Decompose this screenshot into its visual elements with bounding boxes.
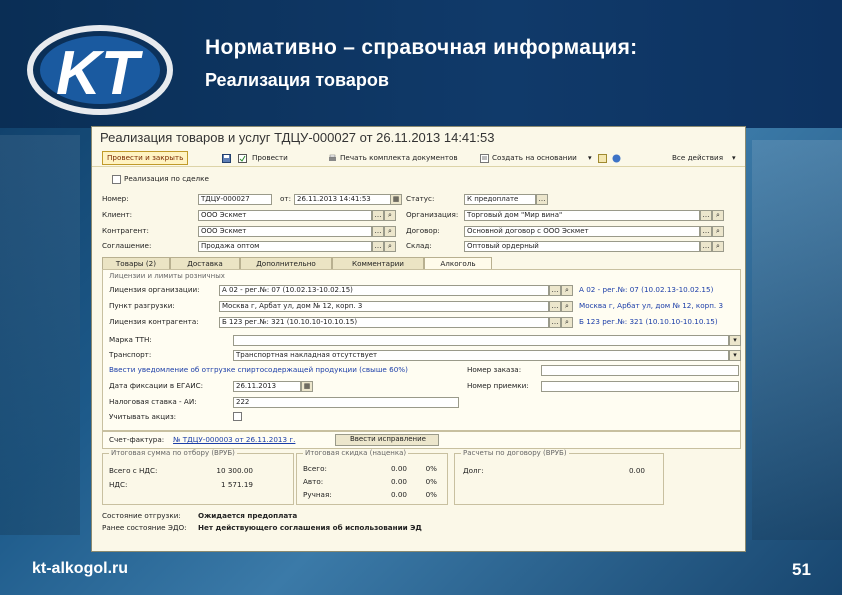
tax-label: Налоговая ставка - АИ:	[109, 397, 197, 406]
org-license-field[interactable]: А 02 - рег.№: 07 (10.02.13-10.02.15)	[219, 285, 549, 296]
org-select-button[interactable]: …	[700, 210, 712, 221]
sum-group-title: Итоговая сумма по отбору (ВРУБ)	[111, 449, 235, 457]
settle-group-title: Расчеты по договору (ВРУБ)	[463, 449, 567, 457]
org-search-icon[interactable]: ⌕	[712, 210, 724, 221]
date-from-label: от:	[280, 194, 292, 203]
disc-manual-label: Ручная:	[303, 490, 332, 499]
contractor-search-icon[interactable]: ⌕	[384, 226, 396, 237]
contract-select-button[interactable]: …	[700, 226, 712, 237]
number-label: Номер:	[102, 194, 129, 203]
invoice-correct-button[interactable]: Ввести исправление	[335, 434, 439, 446]
org-license-search-icon[interactable]: ⌕	[561, 285, 573, 296]
sum-group	[102, 449, 294, 505]
status-select[interactable]: К предоплате	[464, 194, 536, 205]
vehicle-field[interactable]	[233, 335, 729, 346]
alcohol-panel	[102, 269, 741, 431]
org-field[interactable]: Торговый дом "Мир вина"	[464, 210, 700, 221]
edo-state-value: Нет действующего соглашения об использовании ЭД	[198, 523, 422, 532]
background-decoration-left	[0, 135, 80, 535]
org-license-label: Лицензия организации:	[109, 285, 200, 294]
post-button[interactable]: Провести	[252, 153, 288, 162]
warehouse-select-button[interactable]: …	[700, 241, 712, 252]
disc-total-label: Всего:	[303, 464, 327, 473]
unload-point-search-icon[interactable]: ⌕	[561, 301, 573, 312]
status-label: Статус:	[406, 194, 435, 203]
org-license-link[interactable]: А 02 - рег.№: 07 (10.02.13-10.02.15)	[579, 285, 714, 294]
help-icon[interactable]	[612, 152, 623, 163]
settle-group	[454, 449, 664, 505]
all-actions-menu[interactable]: Все действия	[672, 153, 724, 162]
disc-total-value: 0.00	[390, 464, 407, 473]
disc-total-percent: 0%	[425, 464, 437, 473]
client-search-icon[interactable]: ⌕	[384, 210, 396, 221]
create-based-dropdown[interactable]: Создать на основании	[492, 153, 577, 162]
discount-group	[296, 449, 448, 505]
contract-label: Договор:	[406, 226, 440, 235]
tax-field[interactable]: 222	[233, 397, 459, 408]
debt-value: 0.00	[628, 466, 645, 475]
acceptance-number-field[interactable]	[541, 381, 739, 392]
tab-goods[interactable]: Товары (2)	[102, 257, 170, 269]
slide-header	[0, 0, 842, 128]
contract-search-icon[interactable]: ⌕	[712, 226, 724, 237]
contractor-license-search-icon[interactable]: ⌕	[561, 317, 573, 328]
chevron-down-icon[interactable]: ▾	[588, 153, 592, 162]
transport-dropdown[interactable]: ▾	[729, 350, 741, 361]
post-and-close-button[interactable]: Провести и закрыть	[102, 151, 188, 165]
tab-comments[interactable]: Комментарии	[332, 257, 424, 269]
unload-point-label: Пункт разгрузки:	[109, 301, 175, 310]
declaration-link[interactable]: Ввести уведомление об отгрузке спиртосодержащей продукции (свыше 60%)	[109, 365, 408, 374]
contractor-license-link[interactable]: Б 123 рег.№: 321 (10.10.10-10.10.15)	[579, 317, 718, 326]
disc-auto-label: Авто:	[303, 477, 324, 486]
transport-label: Транспорт:	[109, 350, 152, 359]
transport-field[interactable]: Транспортная накладная отсутствует	[233, 350, 729, 361]
slide-subtitle: Реализация товаров	[205, 70, 389, 90]
consider-excise-checkbox[interactable]	[233, 412, 242, 421]
org-license-select-button[interactable]: …	[549, 285, 561, 296]
contractor-field[interactable]: ООО Эскмет	[198, 226, 372, 237]
tab-alcohol[interactable]: Алкоголь	[424, 257, 492, 270]
org-label: Организация:	[406, 210, 459, 219]
vehicle-dropdown[interactable]: ▾	[729, 335, 741, 346]
calendar-icon[interactable]: ▦	[390, 194, 402, 205]
warehouse-field[interactable]: Оптовый ордерный	[464, 241, 700, 252]
agreement-select-button[interactable]: …	[372, 241, 384, 252]
fix-date-calendar-icon[interactable]: ▦	[301, 381, 313, 392]
invoice-link[interactable]: № ТДЦУ-000003 от 26.11.2013 г.	[173, 435, 296, 444]
contractor-select-button[interactable]: …	[372, 226, 384, 237]
agreement-label: Соглашение:	[102, 241, 152, 250]
post-document-icon[interactable]	[238, 152, 249, 163]
client-field[interactable]: ООО Эскмет	[198, 210, 372, 221]
chevron-down-icon[interactable]: ▾	[732, 153, 736, 162]
contractor-license-select-button[interactable]: …	[549, 317, 561, 328]
agreement-search-icon[interactable]: ⌕	[384, 241, 396, 252]
disc-manual-percent: 0%	[425, 490, 437, 499]
warehouse-label: Склад:	[406, 241, 432, 250]
vat-value: 1 571.19	[220, 480, 253, 489]
invoice-label: Счет-фактура:	[109, 435, 165, 444]
tab-additional[interactable]: Дополнительно	[240, 257, 332, 269]
toolbar	[92, 150, 745, 167]
slide-title: Нормативно – справочная информация:	[205, 36, 638, 59]
total-vat-value: 10 300.00	[216, 466, 253, 475]
number-field[interactable]: ТДЦУ-000027	[198, 194, 272, 205]
tab-delivery[interactable]: Доставка	[170, 257, 240, 269]
unload-point-link[interactable]: Москва г, Арбат ул, дом № 12, корп. 3	[579, 301, 724, 310]
vat-label: НДС:	[109, 480, 128, 489]
debt-label: Долг:	[463, 466, 484, 475]
shipment-state-label: Состояние отгрузки:	[102, 511, 181, 520]
date-field[interactable]: 26.11.2013 14:41:53	[294, 194, 392, 205]
shipment-state-value: Ожидается предоплата	[198, 511, 298, 520]
contractor-license-label: Лицензия контрагента:	[109, 317, 199, 326]
svg-text:KT: KT	[56, 39, 139, 108]
warehouse-search-icon[interactable]: ⌕	[712, 241, 724, 252]
kt-logo-icon	[22, 18, 174, 118]
footer-site: kt-alkogol.ru	[32, 560, 129, 577]
save-icon[interactable]	[222, 152, 233, 163]
total-vat-label: Всего с НДС:	[109, 466, 158, 475]
fix-date-field[interactable]: 26.11.2013	[233, 381, 301, 392]
client-label: Клиент:	[102, 210, 133, 219]
order-number-label: Номер заказа:	[467, 365, 522, 374]
background-decoration-right	[752, 140, 842, 540]
page-number: 51	[792, 560, 811, 579]
commission-label: Реализация по сделке	[124, 174, 209, 183]
invoice-row	[102, 431, 741, 449]
agreement-field[interactable]: Продажа оптом	[198, 241, 372, 252]
print-icon[interactable]	[328, 152, 339, 163]
contract-field[interactable]: Основной договор с ООО Эскмет	[464, 226, 700, 237]
client-select-button[interactable]: …	[372, 210, 384, 221]
unload-point-select-button[interactable]: …	[549, 301, 561, 312]
disc-auto-value: 0.00	[390, 477, 407, 486]
order-number-field[interactable]	[541, 365, 739, 376]
commission-checkbox[interactable]	[112, 175, 121, 184]
print-set-button[interactable]: Печать комплекта документов	[340, 153, 458, 162]
contractor-label: Контрагент:	[102, 226, 149, 235]
discount-group-title: Итоговая скидка (наценка)	[305, 449, 407, 457]
fix-date-label: Дата фиксации в ЕГАИС:	[109, 381, 204, 390]
licenses-section-title: Лицензии и лимиты розничных	[109, 272, 225, 280]
window-title: Реализация товаров и услуг ТДЦУ-000027 от 26.11.2013 14:41:53	[100, 130, 495, 145]
document-window	[91, 126, 746, 552]
create-based-icon[interactable]	[480, 152, 491, 163]
disc-manual-value: 0.00	[390, 490, 407, 499]
consider-excise-label: Учитывать акциз:	[109, 412, 177, 421]
report-icon[interactable]	[598, 152, 609, 163]
edo-state-label: Ранее состояние ЭДО:	[102, 523, 187, 532]
unload-point-field[interactable]: Москва г, Арбат ул, дом № 12, корп. 3	[219, 301, 549, 312]
acceptance-number-label: Номер приемки:	[467, 381, 529, 390]
status-select-button[interactable]: …	[536, 194, 548, 205]
disc-auto-percent: 0%	[425, 477, 437, 486]
contractor-license-field[interactable]: Б 123 рег.№: 321 (10.10.10-10.10.15)	[219, 317, 549, 328]
vehicle-label: Марка ТТН:	[109, 335, 152, 344]
